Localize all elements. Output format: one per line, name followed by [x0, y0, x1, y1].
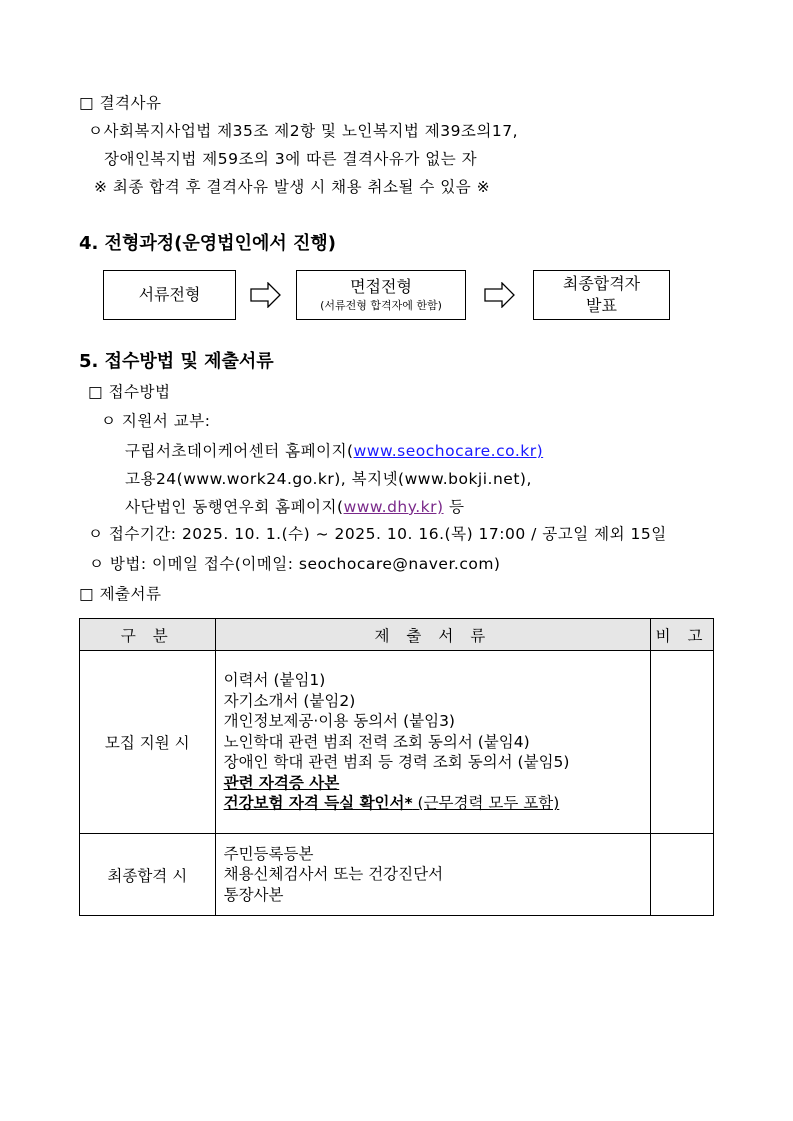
doc-item: 노인학대 관련 범죄 전력 조회 동의서 (붙임4): [223, 732, 530, 751]
table-row: [80, 651, 714, 834]
disqualification-line2: 장애인복지법 제59조의 3에 따른 결격사유가 없는 자: [104, 150, 478, 168]
disqualification-line1: ㅇ사회복지사업법 제35조 제2항 및 노인복지법 제39조의17,: [88, 122, 519, 140]
seochocare-link[interactable]: www.seochocare.co.kr): [353, 442, 544, 460]
doc-item: 장애인 학대 관련 범죄 등 경력 조회 동의서 (붙임5): [223, 753, 570, 772]
row-category: 최종합격 시: [80, 834, 216, 916]
doc-item-bold: 관련 자격증 사본: [223, 773, 340, 792]
doc-item: 개인정보제공·이용 동의서 (붙임3): [223, 712, 455, 731]
section4-title: 4. 전형과정(운영법인에서 진행): [79, 233, 337, 254]
step-interview-sub: (서류전형 합격자에 한함): [320, 299, 442, 312]
doc-item: 자기소개서 (붙임2): [223, 691, 356, 710]
section5-title: 5. 접수방법 및 제출서류: [79, 351, 274, 372]
apply-line1-prefix: 구립서초데이케어센터 홈페이지(: [125, 442, 354, 460]
doc-item: 이력서 (붙임1): [223, 670, 326, 689]
apply-label: ㅇ 지원서 교부:: [101, 412, 211, 430]
dhy-link[interactable]: www.dhy.kr): [343, 498, 444, 516]
header-category: 구 분: [80, 619, 216, 651]
doc-item-suffix: (근무경력 모두 포함): [412, 794, 560, 813]
documents-table: [79, 618, 714, 916]
table-row: [80, 834, 714, 916]
table-header-row: [80, 619, 714, 651]
disqualification-heading: □ 결격사유: [79, 94, 162, 112]
header-note: 비 고: [651, 619, 714, 651]
step-final-line2: 발표: [586, 296, 617, 315]
header-documents: 제 출 서 류: [215, 619, 651, 651]
apply-line3: [125, 497, 464, 517]
method-heading: □ 접수방법: [88, 383, 171, 401]
apply-line2: 고용24(www.work24.go.kr), 복지넷(www.bokji.net),: [125, 470, 532, 488]
doc-item-bold: 건강보험 자격 득실 확인서*: [223, 794, 413, 813]
arrow-right-icon: [250, 282, 282, 308]
row-documents: [215, 834, 651, 916]
step-document-screening: [103, 270, 236, 320]
doc-item: 통장사본: [223, 885, 284, 904]
step-document-screening-label: 서류전형: [138, 285, 201, 304]
arrow-right-icon: [484, 282, 516, 308]
application-method: ㅇ 방법: 이메일 접수(이메일: seochocare@naver.com): [89, 555, 501, 573]
row-category: 모집 지원 시: [80, 651, 216, 834]
step-interview-label: 면접전형: [350, 277, 412, 296]
apply-line3-prefix: 사단법인 동행연우회 홈페이지(: [125, 498, 344, 516]
step-final-announcement: [533, 270, 670, 320]
row-documents: [215, 651, 651, 834]
apply-line1: [125, 441, 543, 461]
doc-item: 채용신체검사서 또는 건강진단서: [223, 865, 444, 884]
doc-item-health-insurance: [224, 793, 651, 814]
disqualification-note: ※ 최종 합격 후 결격사유 발생 시 채용 취소될 수 있음 ※: [94, 178, 491, 196]
row-note: [651, 834, 714, 916]
step-interview: [296, 270, 466, 320]
documents-heading: □ 제출서류: [79, 585, 162, 603]
doc-item: 주민등록등본: [223, 844, 314, 863]
application-period: ㅇ 접수기간: 2025. 10. 1.(수) ~ 2025. 10. 16.(목) 17:00 / 공고일 제외 15일: [88, 525, 667, 543]
apply-line3-suffix: 등: [443, 498, 465, 516]
row-note: [651, 651, 714, 834]
step-final-line1: 최종합격자: [562, 274, 641, 293]
